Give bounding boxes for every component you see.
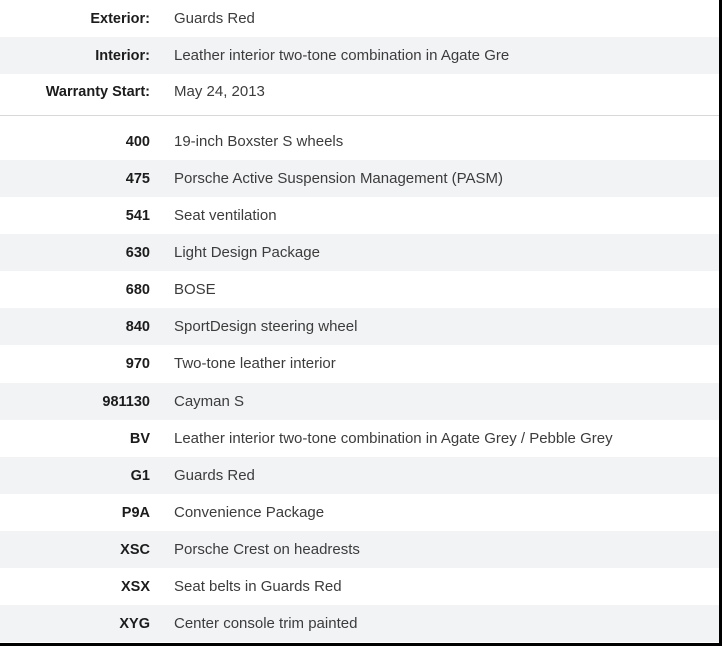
option-row xyxy=(0,234,719,271)
info-label: Exterior: xyxy=(90,10,150,27)
option-description: Light Design Package xyxy=(174,244,320,261)
option-code: 840 xyxy=(125,318,150,335)
info-value: May 24, 2013 xyxy=(174,83,265,100)
option-row xyxy=(0,308,719,345)
info-row-interior xyxy=(0,37,719,74)
option-description: Two-tone leather interior xyxy=(174,355,336,372)
info-value: Guards Red xyxy=(174,10,255,27)
option-row xyxy=(0,383,719,420)
option-description: 19-inch Boxster S wheels xyxy=(174,133,344,150)
option-code: G1 xyxy=(130,467,150,484)
option-row xyxy=(0,160,719,197)
option-code: 400 xyxy=(125,133,150,150)
option-row xyxy=(0,568,719,605)
option-description: Center console trim painted xyxy=(174,615,358,632)
option-description: SportDesign steering wheel xyxy=(174,318,358,335)
option-description: Convenience Package xyxy=(174,504,325,521)
option-code: XYG xyxy=(119,615,150,632)
option-code: 680 xyxy=(125,281,150,298)
option-description: Seat belts in Guards Red xyxy=(174,578,342,595)
option-description: Guards Red xyxy=(174,467,255,484)
info-label: Interior: xyxy=(95,47,150,64)
option-row xyxy=(0,457,719,494)
section-divider xyxy=(0,115,719,116)
option-description: Cayman S xyxy=(174,393,245,410)
info-row-warranty-start xyxy=(0,73,719,110)
option-code: 541 xyxy=(125,207,150,224)
option-code: 475 xyxy=(125,170,150,187)
info-value: Leather interior two-tone combination in Agate Gre xyxy=(174,47,510,64)
option-code: XSC xyxy=(120,541,150,558)
option-description: Porsche Active Suspension Management (PASM) xyxy=(174,170,504,187)
option-code: 970 xyxy=(125,355,150,372)
option-row xyxy=(0,123,719,160)
option-row xyxy=(0,531,719,568)
option-row xyxy=(0,605,719,642)
option-description: Seat ventilation xyxy=(174,207,277,224)
option-description: Leather interior two-tone combination in Agate Grey / Pebble Grey xyxy=(174,430,613,447)
info-row-exterior xyxy=(0,0,719,37)
option-code: 630 xyxy=(125,244,150,261)
option-description: BOSE xyxy=(174,281,216,298)
info-label: Warranty Start: xyxy=(45,83,150,100)
option-row xyxy=(0,345,719,382)
option-row xyxy=(0,420,719,457)
option-code: BV xyxy=(129,430,150,447)
option-code: P9A xyxy=(121,504,150,521)
option-code: XSX xyxy=(120,578,150,595)
option-code: 981130 xyxy=(102,393,150,410)
option-row xyxy=(0,197,719,234)
option-row xyxy=(0,271,719,308)
option-row xyxy=(0,494,719,531)
option-description: Porsche Crest on headrests xyxy=(174,541,360,558)
